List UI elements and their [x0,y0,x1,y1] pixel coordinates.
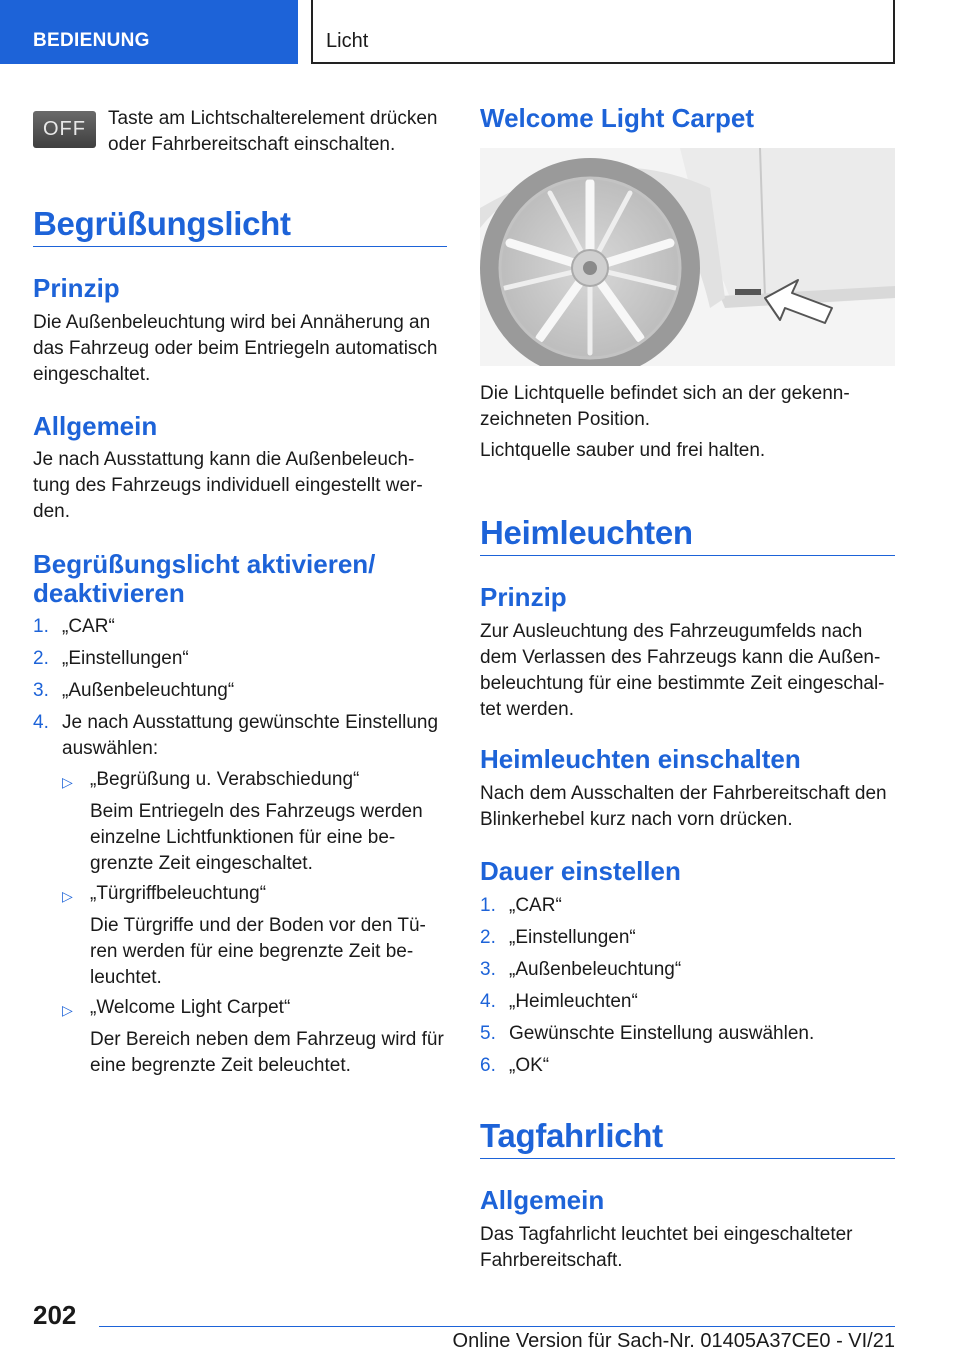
list-item: 4. Je nach Ausstattung gewünschte Einstellung auswählen: [33,712,439,759]
heading-tagfahrlicht: Tagfahrlicht [480,1117,663,1154]
heading-allgemein: Allgemein [33,411,158,441]
off-instruction: Taste am Lichtschalterelement drücken oder Fahrbereitschaft einschalten. [108,108,438,155]
heading-rule [480,1158,895,1159]
heading-rule [480,555,895,556]
heading-prinzip: Prinzip [33,273,120,303]
online-version-text: Online Version für Sach-Nr. 01405A37CE0 - VI/21 [452,1330,895,1352]
heading-allgemein-right: Allgemein [480,1185,605,1215]
heading-heimleuchten-einschalten: Heimleuchten einschalten [480,744,801,774]
caption-text: Die Lichtquelle befindet sich an der gekenn- zeichneten Position. [480,383,850,430]
chapter-label: Licht [326,30,369,52]
prinzip-text: Die Außenbeleuchtung wird bei Annäherung an das Fahrzeug oder beim Entriegeln automatisch eingeschaltet. [33,312,438,385]
allgemein-text: Je nach Ausstattung kann die Außenbeleuch- tung des Fahrzeugs individuell eingestellt wer- den. [33,449,423,522]
section-tab[interactable] [0,0,298,64]
footer-rule [99,1326,895,1327]
chapter-tab[interactable] [311,0,895,64]
triangle-bullet-icon: ▷ [62,888,73,904]
triangle-bullet-icon: ▷ [62,774,73,790]
heading-welcome-light-carpet: Welcome Light Carpet [480,103,755,133]
page-number: 202 [33,1300,77,1330]
prinzip-text-right: Zur Ausleuchtung des Fahrzeugumfelds nach dem Verlassen des Fahrzeugs kann die Außen- beleuchtung für eine bestimmte Zeit eingeschal- tet werden. [480,621,885,720]
heading-begruessungslicht: Begrüßungslicht [33,205,291,242]
heading-prinzip-right: Prinzip [480,582,567,612]
heading-rule [33,246,447,247]
off-button-icon: OFF [33,111,96,148]
heading-heimleuchten: Heimleuchten [480,514,693,551]
wheel-image [480,148,895,366]
heading-aktivieren: Begrüßungslicht aktivieren/ deaktivieren [33,549,376,608]
section-label: BEDIENUNG [33,30,150,51]
heading-dauer-einstellen: Dauer einstellen [480,856,681,886]
car-wheel-illustration [480,148,895,366]
triangle-bullet-icon: ▷ [62,1002,73,1018]
clean-text: Lichtquelle sauber und frei halten. [480,440,766,461]
einschalten-text: Nach dem Ausschalten der Fahrbereitschaft den Blinkerhebel kurz nach vorn drücken. [480,783,887,830]
tagfahrlicht-text: Das Tagfahrlicht leuchtet bei eingeschalteter Fahrbereitschaft. [480,1224,853,1271]
